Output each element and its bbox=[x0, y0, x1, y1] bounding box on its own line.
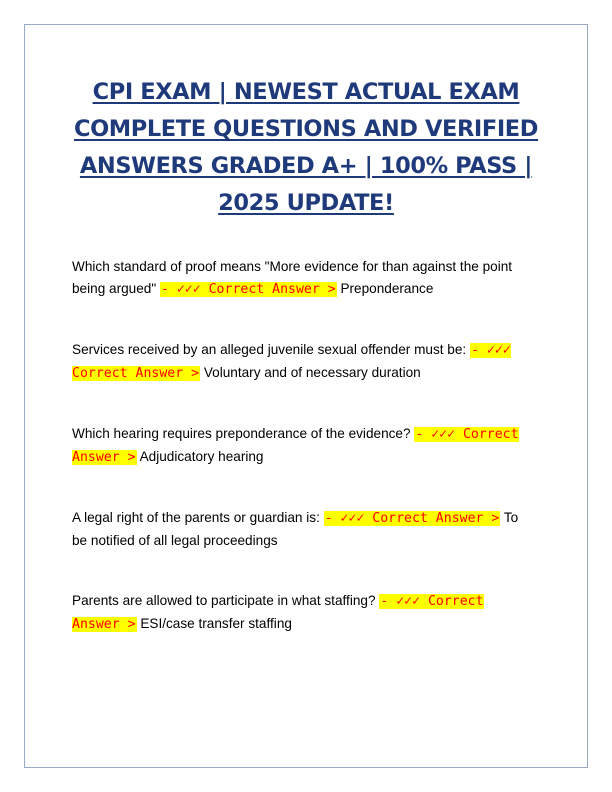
answer-text: Preponderance bbox=[340, 281, 434, 296]
correct-answer-highlight: - ✓✓✓ Correct Answer > bbox=[72, 427, 519, 465]
question-text: Services received by an alleged juvenile sexual offender must be: bbox=[72, 342, 467, 357]
answer-text: To be notified of all legal proceedings bbox=[72, 510, 519, 548]
question-text: Parents are allowed to participate in what staffing? bbox=[72, 593, 376, 608]
document-title bbox=[60, 74, 552, 222]
qa-item bbox=[72, 256, 530, 301]
qa-item bbox=[72, 590, 530, 636]
question-text: A legal right of the parents or guardian is: bbox=[72, 510, 320, 525]
qa-item bbox=[72, 507, 530, 552]
document-title-text: CPI EXAM | NEWEST ACTUAL EXAM COMPLETE QUESTIONS AND VERIFIED ANSWERS GRADED A+ | 100% PASS | 2025 UPDATE! bbox=[73, 79, 539, 216]
qa-item bbox=[72, 423, 530, 469]
correct-answer-highlight: - ✓✓✓ Correct Answer > bbox=[324, 511, 500, 526]
question-text: Which hearing requires preponderance of the evidence? bbox=[72, 426, 411, 441]
answer-text: Voluntary and of necessary duration bbox=[203, 365, 421, 380]
question-text: Which standard of proof means "More evidence for than against the point being argued" bbox=[72, 259, 513, 296]
qa-list bbox=[72, 256, 530, 674]
answer-text: ESI/case transfer staffing bbox=[140, 616, 292, 631]
answer-text: Adjudicatory hearing bbox=[139, 449, 264, 464]
correct-answer-highlight: - ✓✓✓ Correct Answer > bbox=[160, 282, 336, 297]
correct-answer-highlight: - ✓✓✓ Correct Answer > bbox=[72, 343, 511, 381]
qa-item bbox=[72, 339, 530, 385]
correct-answer-highlight: - ✓✓✓ Correct Answer > bbox=[72, 594, 484, 632]
